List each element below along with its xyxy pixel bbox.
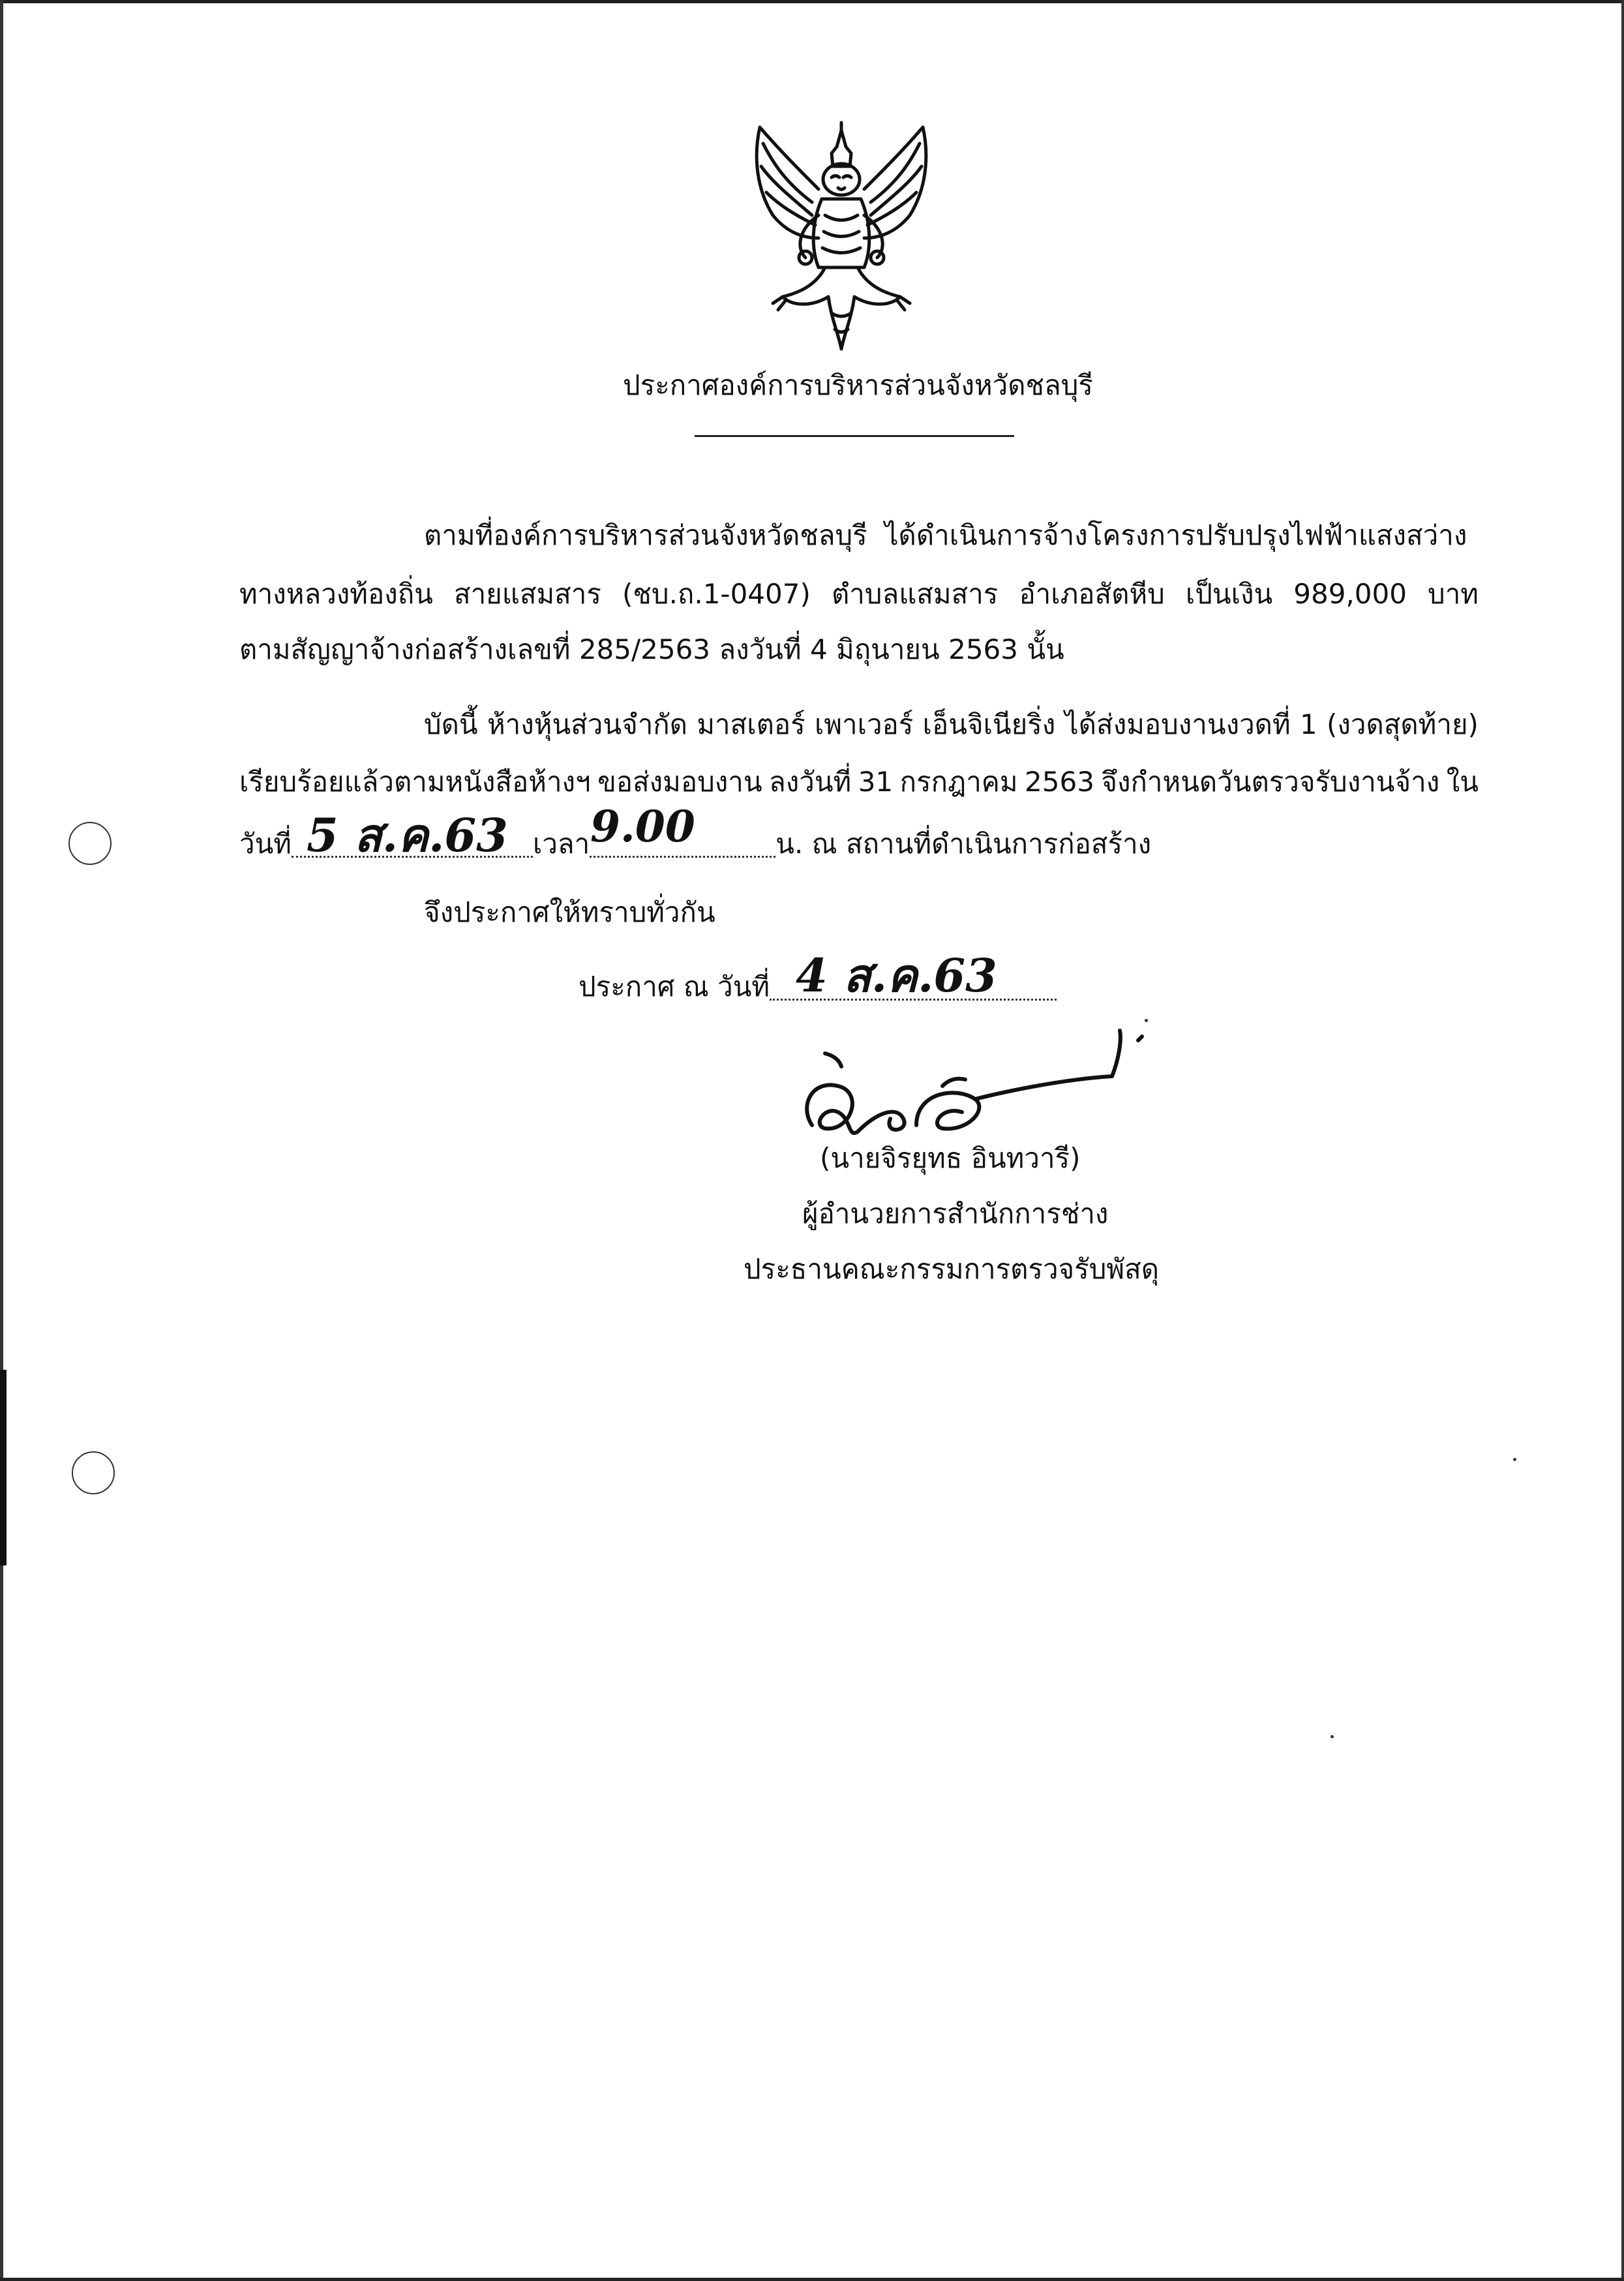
p2-line1-word: บัดนี้	[424, 708, 478, 740]
signatory-name: (นายจิรยุทธ อินทวารี)	[820, 1142, 1081, 1174]
scan-edge-bottom	[0, 2278, 1624, 2281]
p1-line1-a: ตามที่องค์การบริหารส่วนจังหวัดชลบุรี	[424, 519, 867, 551]
p2-line1-word: 1	[1299, 708, 1317, 740]
signatory-position-1: ผู้อำนวยการสำนักการช่าง	[802, 1198, 1109, 1230]
p1-line2-word: สายแสมสาร	[453, 578, 601, 610]
punch-hole	[68, 822, 112, 865]
p1-line2-word: เป็นเงิน	[1185, 578, 1273, 610]
p2-line2-word: ลงวันที่	[769, 766, 852, 798]
p2-line2-word: จึงกำหนดวันตรวจรับงานจ้าง	[1101, 766, 1440, 798]
p1-line2-word: (ชบ.ถ.1-0407)	[622, 578, 811, 610]
title-underline	[695, 435, 1014, 437]
p2-line1-word: ได้ส่งมอบงานงวดที่	[1064, 708, 1291, 740]
p2-line2-word: ขอส่งมอบงาน	[597, 766, 762, 798]
scan-speck	[1145, 1019, 1148, 1022]
p2-line2-word: เรียบร้อยแล้วตามหนังสือห้างฯ	[239, 766, 591, 798]
scan-edge-top	[0, 0, 1624, 3]
p2-line2-word: 2563	[1025, 766, 1094, 798]
scan-speck	[1513, 1458, 1516, 1461]
signatory-position-2: ประธานคณะกรรมการตรวจรับพัสดุ	[744, 1253, 1159, 1285]
date-label: วันที่	[239, 828, 292, 860]
punch-hole	[72, 1451, 115, 1494]
p1-line2-word: ตำบลแสมสาร	[831, 578, 999, 610]
paragraph-1-line-3: ตามสัญญาจ้างก่อสร้างเลขที่ 285/2563 ลงวันที่ 4 มิถุนายน 2563 นั้น	[239, 633, 1064, 665]
p2-line2-word: 31	[858, 766, 894, 798]
paragraph-2-line-1	[424, 708, 1479, 740]
time-label: เวลา	[532, 828, 590, 860]
p1-line1-b: ได้ดำเนินการจ้างโครงการปรับปรุงไฟฟ้าแสงสว่าง	[884, 519, 1467, 551]
paragraph-2-line-2	[239, 768, 1479, 796]
announcement-title: ประกาศองค์การบริหารส่วนจังหวัดชลบุรี	[623, 369, 1093, 401]
scan-edge-right	[1621, 0, 1624, 2281]
scan-edge-left-shadow	[0, 1370, 7, 1565]
garuda-emblem-icon	[734, 117, 949, 359]
handwritten-signature	[786, 1027, 1151, 1158]
paragraph-3: จึงประกาศให้ทราบทั่วกัน	[424, 896, 715, 928]
p2-line1-word: เพาเวอร์	[814, 708, 914, 740]
p1-line2-word: 989,000	[1293, 578, 1407, 610]
paragraph-1-line-2	[239, 578, 1479, 610]
location-text: น. ณ สถานที่ดำเนินการก่อสร้าง	[775, 828, 1152, 860]
p1-line2-word: อำเภอสัตหีบ	[1019, 578, 1165, 610]
scan-speck	[1331, 1735, 1334, 1738]
p2-line1-word: (งวดสุดท้าย)	[1327, 708, 1479, 740]
p2-line1-word: เอ็นจิเนียริ่ง	[922, 708, 1056, 740]
p2-line2-word: ใน	[1446, 766, 1479, 798]
p2-line1-word: มาสเตอร์	[697, 708, 805, 740]
p2-line1-word: ห้างหุ้นส่วนจำกัด	[487, 708, 687, 740]
scan-edge-left	[0, 0, 3, 2281]
announce-date-label: ประกาศ ณ วันที่	[579, 971, 770, 1003]
handwritten-inspection-time: 9.00	[590, 801, 695, 852]
p1-line2-word: บาท	[1428, 578, 1479, 610]
p2-line2-word: กรกฎาคม	[899, 766, 1018, 798]
paragraph-1-line-1	[424, 519, 1467, 551]
handwritten-announce-date: 4 ส.ค.63	[796, 948, 997, 1003]
p1-line2-word: ทางหลวงท้องถิ่น	[239, 578, 433, 610]
handwritten-inspection-date: 5 ส.ค.63	[307, 808, 508, 862]
